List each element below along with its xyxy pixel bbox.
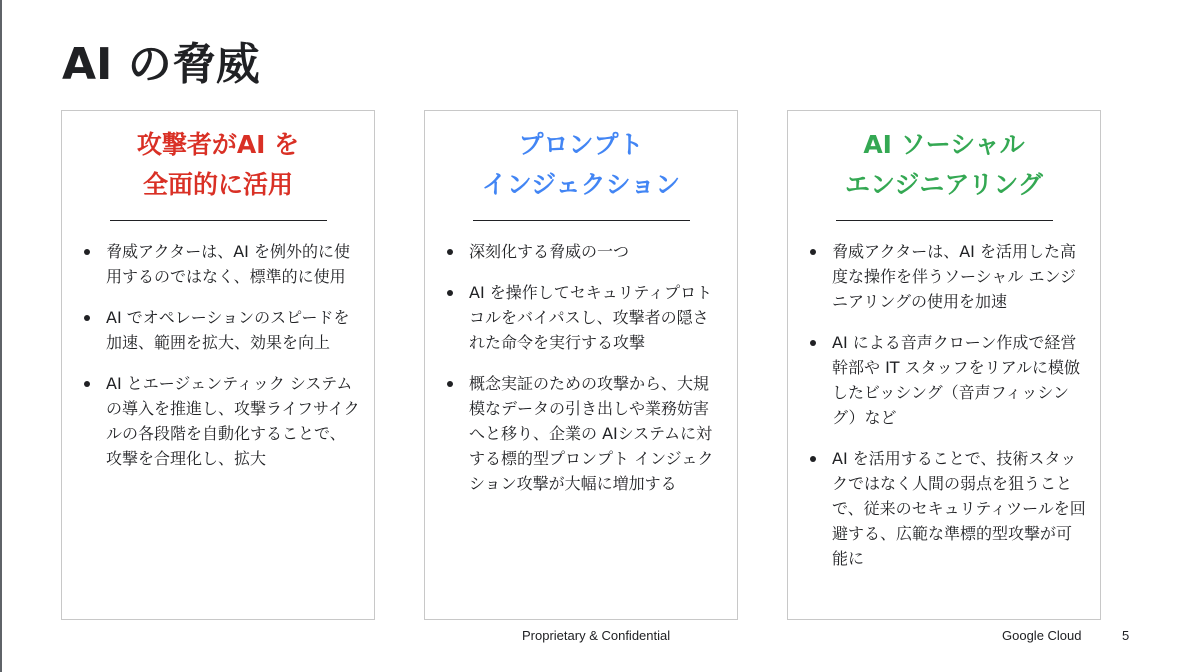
- page-number: 5: [1122, 628, 1130, 643]
- bullet-item: [810, 239, 1086, 314]
- bullet-text: AI による音声クローン作成で経営幹部や IT スタッフをリアルに模倣したビッシング（音声フィッシング）など: [832, 333, 1081, 427]
- bullet-list: [425, 221, 737, 496]
- slide-edge-line: [0, 0, 2, 672]
- bullet-item: [84, 371, 360, 471]
- footer-confidential-label: Proprietary & Confidential: [522, 628, 671, 643]
- bullet-list: [62, 221, 374, 471]
- bullet-dot-icon: [810, 249, 816, 255]
- bullet-text: 概念実証のための攻撃から、大規模なデータの引き出しや業務妨害へと移り、企業の AIシステムに対する標的型プロンプト インジェクション攻撃が大幅に増加する: [469, 374, 714, 493]
- bullet-dot-icon: [447, 381, 453, 387]
- bullet-item: [810, 330, 1086, 430]
- bullet-item: [447, 239, 723, 264]
- bullet-item: [447, 280, 723, 355]
- bullet-text: 脅威アクターは、AI を活用した高度な操作を伴うソーシャル エンジニアリングの使用を加速: [832, 242, 1077, 311]
- card-ai-social-engineering: [787, 110, 1101, 620]
- bullet-item: [84, 239, 360, 289]
- bullet-dot-icon: [810, 456, 816, 462]
- bullet-dot-icon: [447, 290, 453, 296]
- card-ai-attackers: [61, 110, 375, 620]
- bullet-text: 脅威アクターは、AI を例外的に使用するのではなく、標準的に使用: [106, 242, 350, 286]
- bullet-text: AI でオペレーションのスピードを加速、範囲を拡大、効果を向上: [106, 308, 350, 352]
- bullet-dot-icon: [84, 381, 90, 387]
- bullet-dot-icon: [84, 249, 90, 255]
- card-heading: プロンプト インジェクション: [481, 130, 681, 199]
- slide-title: AI の脅威: [62, 39, 260, 90]
- card-heading: AI ソーシャル エンジニアリング: [845, 130, 1043, 199]
- bullet-dot-icon: [810, 340, 816, 346]
- bullet-item: [810, 446, 1086, 571]
- card-heading: 攻撃者がAI を 全面的に活用: [136, 130, 300, 199]
- card-prompt-injection: [424, 110, 738, 620]
- bullet-dot-icon: [84, 315, 90, 321]
- bullet-item: [447, 371, 723, 496]
- bullet-text: AI を活用することで、技術スタックではなく人間の弱点を狙うことで、従来のセキュリティツールを回避する、広範な準標的型攻撃が可能に: [832, 449, 1086, 568]
- bullet-text: AI とエージェンティック システムの導入を推進し、攻撃ライフサイクルの各段階を自動化することで、攻撃を合理化し、拡大: [106, 374, 360, 468]
- footer-brand-label: Google Cloud: [1002, 628, 1082, 643]
- bullet-item: [84, 305, 360, 355]
- bullet-text: AI を操作してセキュリティプロトコルをバイパスし、攻撃者の隠された命令を実行する攻撃: [469, 283, 713, 352]
- bullet-list: [788, 221, 1100, 571]
- bullet-text: 深刻化する脅威の一つ: [469, 242, 630, 261]
- bullet-dot-icon: [447, 249, 453, 255]
